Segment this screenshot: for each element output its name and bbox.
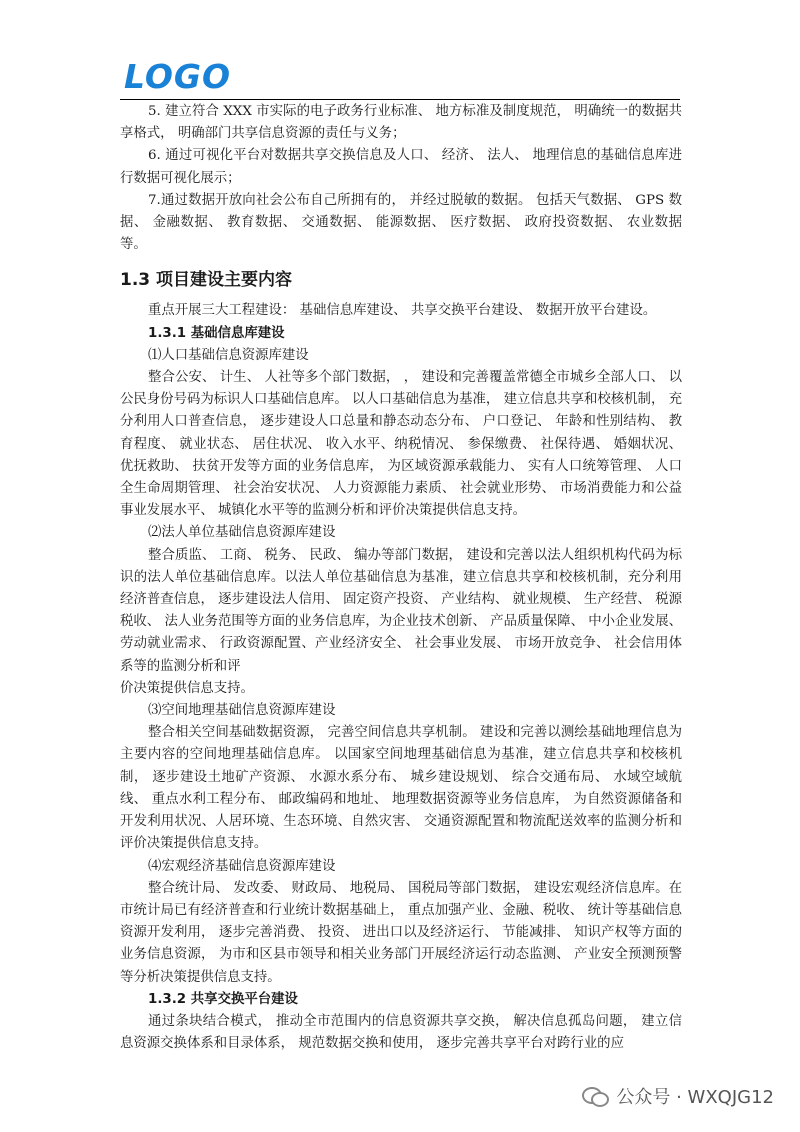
item-text-spatial: 整合相关空间基础数据资源， 完善空间信息共享机制。 建设和完善以测绘基础地理信息为主要内容的空间地理基础信息库。 以国家空间地理基础信息为基准，建立信息共享和校核机制， 逐步建设土地矿产资源、 水源水系分布、 城乡建设规划、 综合交通布局、 水域空域航线、 重点水利工程分布、 邮政编码和地址、 地理数据资源等业务信息库， 为自然资源储备和开发利用状况、人居环境、生态环境、自然灾害、 交通资源配置和物流配送效率的监测分析和评价决策提供信息支持。 [120,725,682,852]
item-heading-macro-economy: ⑷宏观经济基础信息资源库建设 [148,858,336,874]
header-divider [120,99,680,100]
section-intro: 重点开展三大工程建设： 基础信息库建设、 共享交换平台建设、 数据开放平台建设。 [148,303,657,319]
item-text-legal-entity: 整合质监、 工商、 税务、 民政、 编办等部门数据， 建设和完善以法人组织机构代码为标识的法人单位基础信息库。以法人单位基础信息为基准，建立信息共享和校核机制，充分利用经济普查信息， 逐步建设法人信用、 固定资产投资、 产业结构、 就业规模、 生产经营、 税源税收、 法人业务范围等方面的业务信息库，为企业技术创新、 产品质量保障、 中小企业发展、 劳动就业需求、 行政资源配置、产业经济安全、 社会事业发展、 市场开放竞争、 社会信用体系等的监测分析和评 [120,547,682,674]
paragraph-item-7: 7.通过数据开放向社会公布自己所拥有的， 并经过脱敏的数据。 包括天气数据、 GPS 数据、 金融数据、 教育数据、 交通数据、 能源数据、 医疗数据、 政府投资数据、 农业数据等。 [120,192,682,253]
subsection-heading-exchange-platform: 1.3.2 共享交换平台建设 [148,991,298,1007]
logo: LOGO [124,57,232,96]
item-text-legal-entity-tail: 价决策提供信息支持。 [120,680,254,696]
document-body [120,101,682,1055]
item-heading-population: ⑴人口基础信息资源库建设 [148,347,309,363]
item-text-exchange-platform: 通过条块结合模式， 推动全市范围内的信息资源共享交换， 解决信息孤岛问题， 建立信息资源交换体系和目录体系， 规范数据交换和使用， 逐步完善共享平台对跨行业的应 [120,1013,682,1052]
paragraph-item-6: 6. 通过可视化平台对数据共享交换信息及人口、 经济、 法人、 地理信息的基础信息库进行数据可视化展示； [120,148,682,186]
subsection-heading-basic-db: 1.3.1 基础信息库建设 [148,325,285,341]
item-heading-spatial: ⑶空间地理基础信息资源库建设 [148,703,336,719]
item-text-population: 整合公安、 计生、 人社等多个部门数据， ， 建设和完善覆盖常德全市城乡全部人口、 以公民身份号码为标识人口基础信息库。 以人口基础信息为基准， 建立信息共享和校核机制， 充分利用人口普查信息， 逐步建设人口总量和静态动态分布、 户口登记、 年龄和性别结构、 教育程度、 就业状态、 居住状况、 收入水平、纳税情况、 参保缴费、 社保待遇、 婚姻状况、 优抚救助、 扶贫开发等方面的业务信息库， 为区域资源承载能力、 实有人口统筹管理、 人口全生命周期管理、 社会治安状况、 人力资源能力素质、 社会就业形势、 市场消费能力和公益事业发展水平、 城镇化水平等的监测分析和评价决策提供信息支持。 [120,370,682,519]
watermark-text: 公众号 · WXQJG12 [616,1087,774,1108]
item-text-macro-economy: 整合统计局、 发改委、 财政局、 地税局、 国税局等部门数据， 建设宏观经济信息库。在市统计局已有经济普查和行业统计数据基础上， 重点加强产业、金融、税收、 统计等基础信息资源开发利用， 逐步完善消费、 投资、 进出口以及经济运行、 节能减排、 知识产权等方面的业务信息资源， 为市和区县市领导和相关业务部门开展经济运行动态监测、 产业安全预测预警等分析决策提供信息支持。 [120,880,682,985]
wechat-icon [582,1085,608,1107]
watermark [582,1083,774,1109]
section-heading: 1.3 项目建设主要内容 [120,270,293,291]
item-heading-legal-entity: ⑵法人单位基础信息资源库建设 [148,525,336,541]
paragraph-item-5: 5. 建立符合 XXX 市实际的电子政务行业标准、 地方标准及制度规范， 明确统一的数据共享格式， 明确部门共享信息资源的责任与义务； [120,104,682,142]
